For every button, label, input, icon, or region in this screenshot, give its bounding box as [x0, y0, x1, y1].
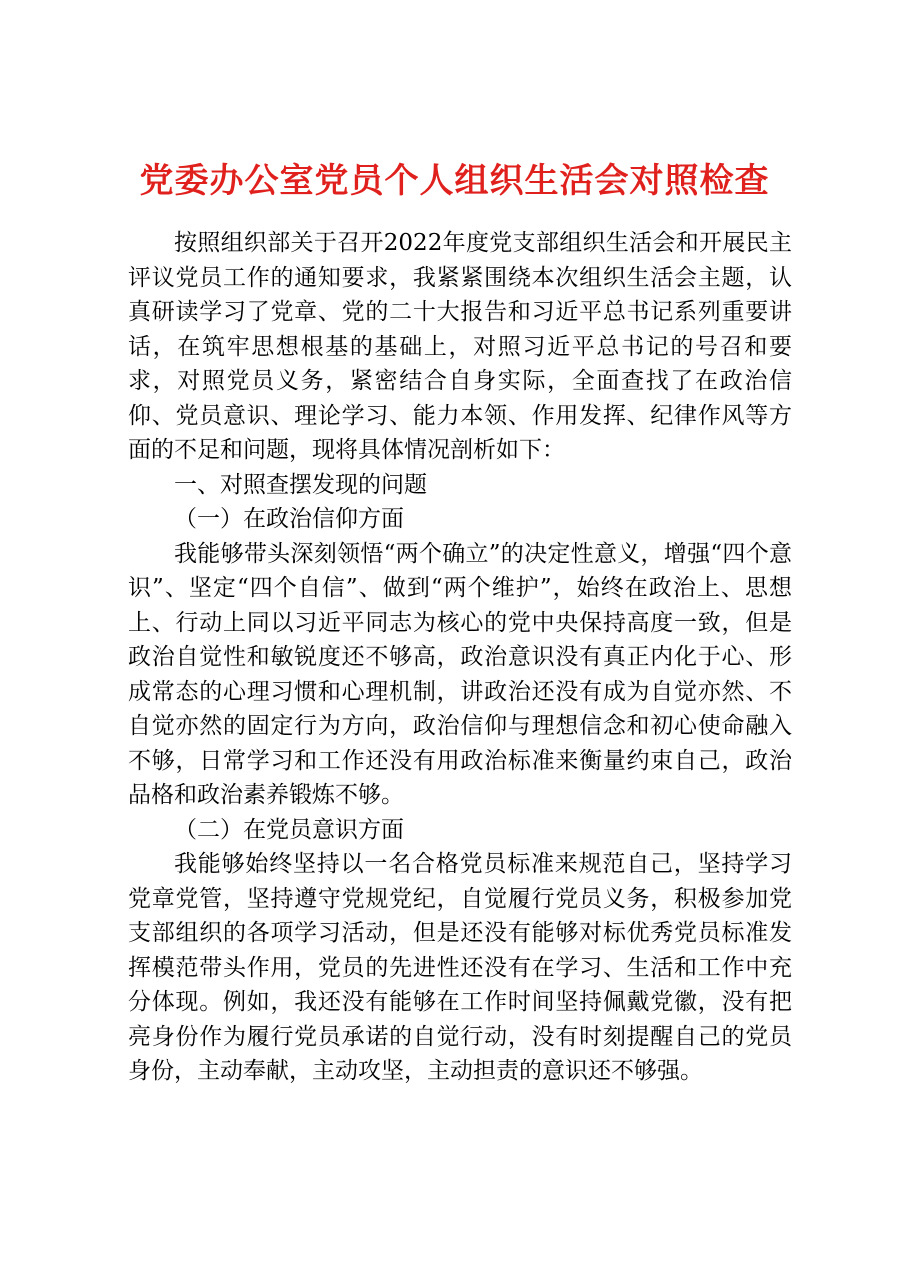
- section-heading-1: 一、对照查摆发现的问题: [174, 471, 427, 498]
- subsection-heading-2: （二）在党员意识方面: [174, 816, 404, 843]
- subsection-paragraph-1: 我能够带头深刻领悟“两个确立”的决定性意义，增强“四个意识”、坚定“四个自信”、做到“两个维护”，始终在政治上、思想上、行动上同以习近平同志为核心的党中央保持高度一致，但是政治自觉性和敏锐度还不够高，政治意识没有真正内化于心、形成常态的心理习惯和心理机制，讲政治还没有成为自觉亦然、不自觉亦然的固定行为方向，政治信仰与理想信念和初心使命融入不够，日常学习和工作还没有用政治标准来衡量约束自己，政治品格和政治素养锻炼不够。: [128, 540, 792, 808]
- intro-paragraph: 按照组织部关于召开2022年度党支部组织生活会和开展民主评议党员工作的通知要求，我紧紧围绕本次组织生活会主题，认真研读学习了党章、党的二十大报告和习近平总书记系列重要讲话，在筑牢思想根基的基础上，对照习近平总书记的号召和要求，对照党员义务，紧密结合自身实际，全面查找了在政治信仰、党员意识、理论学习、能力本领、作用发挥、纪律作风等方面的不足和问题，现将具体情况剖析如下：: [128, 230, 792, 463]
- document-title: 党委办公室党员个人组织生活会对照检查: [139, 161, 770, 201]
- subsection-paragraph-2: 我能够始终坚持以一名合格党员标准来规范自己，坚持学习党章党管，坚持遵守党规党纪，自觉履行党员义务，积极参加党支部组织的各项学习活动，但是还没有能够对标优秀党员标准发挥模范带头作用，党员的先进性还没有在学习、生活和工作中充分体现。例如，我还没有能够在工作时间坚持佩戴党徽，没有把亮身份作为履行党员承诺的自觉行动，没有时刻提醒自己的党员身份，主动奉献，主动攻坚，主动担责的意识还不够强。: [128, 851, 792, 1084]
- document-body: [128, 226, 792, 1089]
- subsection-heading-1: （一）在政治信仰方面: [174, 506, 404, 532]
